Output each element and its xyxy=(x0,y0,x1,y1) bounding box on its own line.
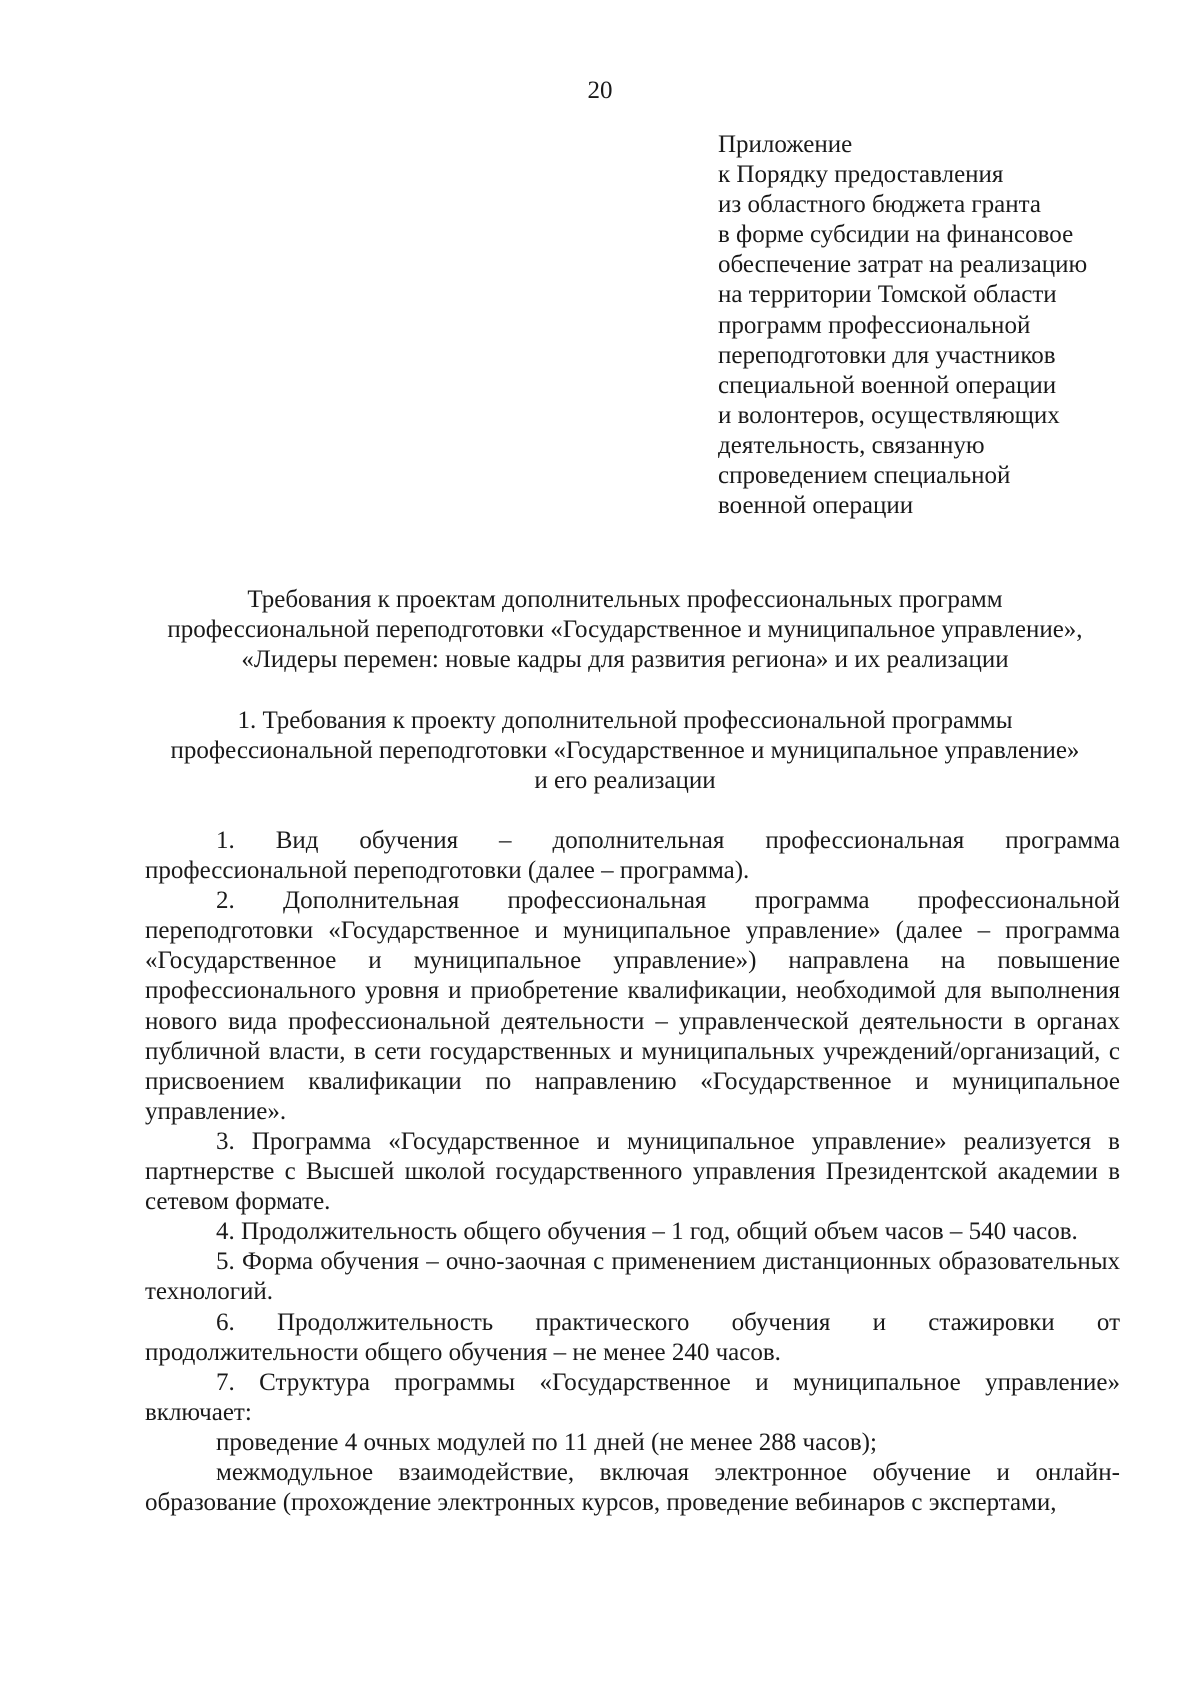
appendix-line: переподготовки для участников xyxy=(718,341,1056,369)
body-text xyxy=(145,826,1120,1518)
document-title-line: профессиональной переподготовки «Государственное и муниципальное управление», xyxy=(167,616,1083,644)
appendix-line: на территории Томской области xyxy=(718,281,1057,309)
document-title-line: Требования к проектам дополнительных профессиональных программ xyxy=(247,586,1003,613)
section-heading-line: и его реализации xyxy=(534,767,716,795)
section-heading-line: профессиональной переподготовки «Государственное и муниципальное управление» xyxy=(170,737,1080,765)
appendix-line: и волонтеров, осуществляющих xyxy=(718,401,1060,429)
appendix-line: обеспечение затрат на реализацию xyxy=(718,251,1088,279)
appendix-line: программ профессиональной xyxy=(718,311,1031,339)
appendix-line: из областного бюджета гранта xyxy=(718,191,1041,219)
appendix-line: военной операции xyxy=(718,492,914,520)
paragraph: межмодульное взаимодействие, включая электронное обучение и онлайн-образование (прохождение электронных курсов, проведение вебинаров с экспертами, xyxy=(145,1458,1120,1517)
appendix-line: деятельность, связанную xyxy=(718,431,985,459)
paragraph: 5. Форма обучения – очно-заочная с применением дистанционных образовательных технологий. xyxy=(145,1248,1120,1306)
page-number: 20 xyxy=(587,77,613,104)
appendix-line: Приложение xyxy=(718,131,853,158)
document-title xyxy=(130,585,1120,675)
section-heading-line: 1. Требования к проекту дополнительной профессиональной программы xyxy=(237,707,1013,734)
paragraph: 7. Структура программы «Государственное и муниципальное управление» включает: xyxy=(145,1368,1120,1426)
paragraph: 1. Вид обучения – дополнительная профессиональная программа профессиональной переподготовки (далее – программа). xyxy=(145,827,1120,885)
appendix-note xyxy=(718,130,1158,521)
paragraph: 2. Дополнительная профессиональная программа профессиональной переподготовки «Государственное и муниципальное управление» (далее – программа «Государственное и муниципальное управление») направлена на повышение профессионального уровня и приобретение квалификации, необходимой для выполнения нового вида профессиональной деятельности – управленческой деятельности в органах публичной власти, в сети государственных и муниципальных учреждений/организаций, с присвоением квалификации по направлению «Государственное и муниципальное управление». xyxy=(145,887,1120,1125)
document-title-line: «Лидеры перемен: новые кадры для развития региона» и их реализации xyxy=(241,646,1009,674)
paragraph: проведение 4 очных модулей по 11 дней (не менее 288 часов); xyxy=(216,1428,877,1456)
paragraph: 3. Программа «Государственное и муниципальное управление» реализуется в партнерстве с Высшей школой государственного управления Президентской академии в сетевом формате. xyxy=(145,1127,1120,1216)
appendix-line: к Порядку предоставления xyxy=(718,161,1004,189)
paragraph: 6. Продолжительность практического обучения и стажировки от продолжительности общего обучения – не менее 240 часов. xyxy=(145,1308,1120,1366)
paragraph: 4. Продолжительность общего обучения – 1 год, общий объем часов – 540 часов. xyxy=(216,1218,1078,1246)
appendix-line: спроведением специальной xyxy=(718,462,1011,490)
section-heading xyxy=(130,706,1120,796)
appendix-line: в форме субсидии на финансовое xyxy=(718,221,1074,249)
appendix-line: специальной военной операции xyxy=(718,371,1057,399)
